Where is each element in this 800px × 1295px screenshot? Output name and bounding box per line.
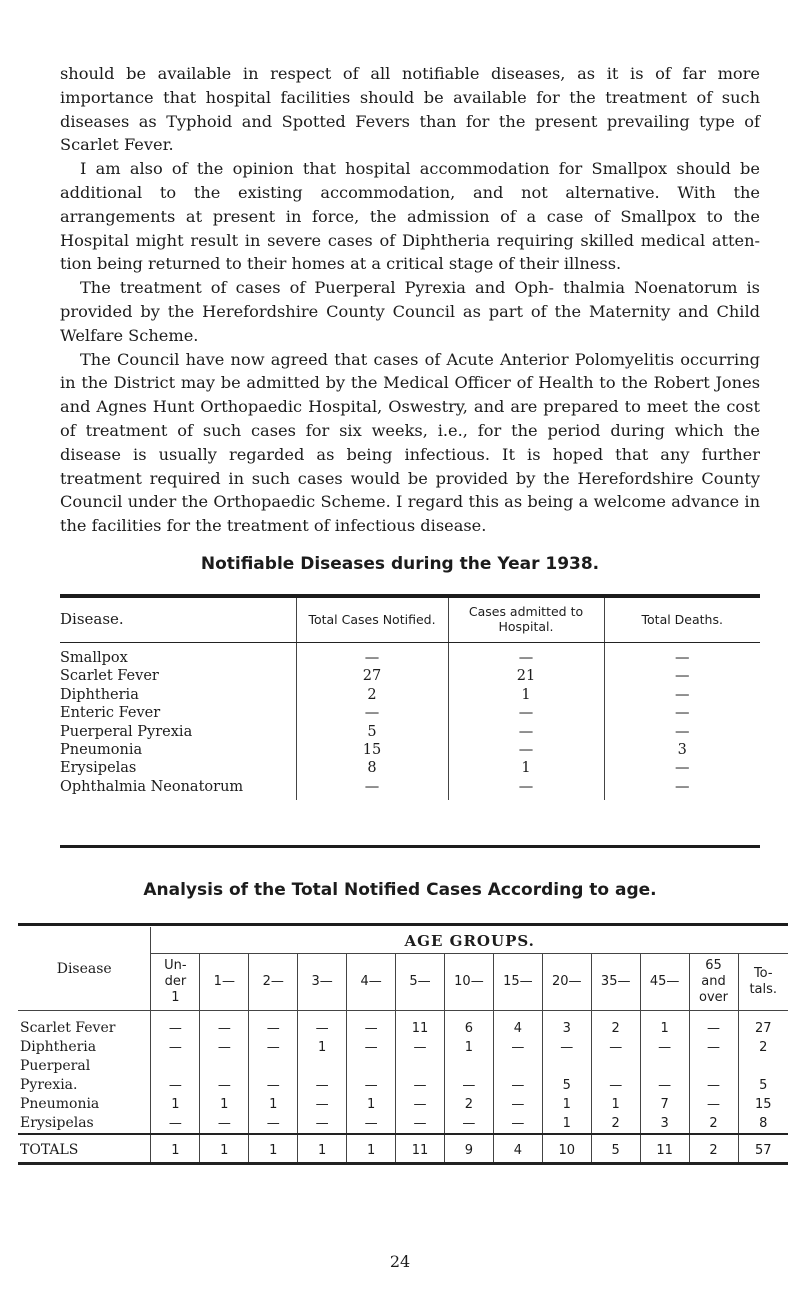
t1-disease-name: Ophthalmia Neonatorum bbox=[60, 778, 244, 795]
t1-cell: — bbox=[448, 741, 604, 759]
paragraph-2: I am also of the opinion that hospital accommodation for Smallpox should be additional to the existing accommodation, and not alternative. With the arrangements at present in force, the admission of a case of Smallpox to the Hospital might result in severe cases of Diphtheria requiring skilled medical atten- tion being returned to their homes at a critical stage of their illness. bbox=[60, 159, 760, 274]
t2-total-cell: 5 bbox=[591, 1134, 640, 1164]
t1-cell: — bbox=[604, 723, 760, 741]
t1-disease-name: Scarlet Fever bbox=[60, 668, 159, 685]
t1-cell: — bbox=[296, 778, 448, 796]
t2-cell: 15 bbox=[738, 1095, 788, 1114]
t2-cell: — bbox=[640, 1076, 689, 1095]
t2-spacer-cell bbox=[18, 1011, 151, 1020]
t2-age-header-line: 3— bbox=[311, 974, 333, 989]
t2-cell: — bbox=[689, 1076, 738, 1095]
t2-cell: — bbox=[640, 1038, 689, 1057]
t2-age-header bbox=[347, 954, 396, 1011]
t2-spacer-row bbox=[18, 1011, 788, 1020]
t2-disease-name: Puerperal bbox=[20, 1058, 91, 1074]
t2-cell: — bbox=[347, 1114, 396, 1134]
t2-cell bbox=[689, 1057, 738, 1076]
t2-age-header bbox=[444, 954, 493, 1011]
t1-cell: 8 bbox=[296, 759, 448, 777]
t2-cell bbox=[396, 1057, 445, 1076]
t2-total-cell: 57 bbox=[738, 1134, 788, 1164]
t2-cell: — bbox=[249, 1019, 298, 1038]
t2-row bbox=[18, 1114, 788, 1134]
t2-total-cell: 11 bbox=[396, 1134, 445, 1164]
t1-disease-name: Pneumonia bbox=[60, 742, 143, 759]
t1-cell: 1 bbox=[448, 759, 604, 777]
t2-cell: — bbox=[396, 1114, 445, 1134]
t2-age-header-line: 45— bbox=[649, 974, 680, 989]
t2-cell: 2 bbox=[591, 1114, 640, 1134]
t2-total-cell: 11 bbox=[640, 1134, 689, 1164]
t2-cell bbox=[542, 1057, 591, 1076]
t1-disease-name: Enteric Fever bbox=[60, 705, 161, 722]
t2-cell: 6 bbox=[444, 1019, 493, 1038]
t2-cell: — bbox=[200, 1076, 249, 1095]
notifiable-diseases-table bbox=[60, 598, 760, 800]
t1-cell: — bbox=[604, 667, 760, 685]
t1-header-admitted: Cases admitted to Hospital. bbox=[448, 598, 604, 643]
t1-cell: 3 bbox=[604, 741, 760, 759]
t2-cell bbox=[591, 1057, 640, 1076]
t1-cell: 2 bbox=[296, 686, 448, 704]
t1-cell: 15 bbox=[296, 741, 448, 759]
t1-row bbox=[60, 778, 760, 796]
body-text bbox=[60, 62, 760, 538]
t2-row bbox=[18, 1019, 788, 1038]
t1-cell: — bbox=[448, 704, 604, 722]
t1-cell: 5 bbox=[296, 723, 448, 741]
t2-cell: — bbox=[151, 1114, 200, 1134]
t2-total-cell: 1 bbox=[249, 1134, 298, 1164]
t2-cell: — bbox=[200, 1019, 249, 1038]
t2-cell: 2 bbox=[689, 1114, 738, 1134]
t2-cell: — bbox=[444, 1076, 493, 1095]
t2-cell: — bbox=[396, 1076, 445, 1095]
t2-spacer-cell bbox=[493, 1011, 542, 1020]
t2-cell: — bbox=[200, 1114, 249, 1134]
t2-cell bbox=[493, 1057, 542, 1076]
t1-cell: — bbox=[296, 643, 448, 668]
t2-cell: 1 bbox=[347, 1095, 396, 1114]
paragraph-3: The treatment of cases of Puerperal Pyrexia and Oph- thalmia Noenatorum is provided by the Herefordshire County Council as part of the Maternity and Child Welfare Scheme. bbox=[60, 278, 760, 345]
t2-age-header bbox=[298, 954, 347, 1011]
t2-cell: — bbox=[689, 1095, 738, 1114]
t2-total-cell: 1 bbox=[151, 1134, 200, 1164]
t2-age-header-line: 5— bbox=[409, 974, 431, 989]
t2-age-header bbox=[689, 954, 738, 1011]
paragraph-4: The Council have now agreed that cases of Acute Anterior Polomyelitis occurring in the District may be admitted by the Medical Officer of Health to the Robert Jones and Agnes Hunt Orthopaedic Hospital, Oswestry, and are prepared to meet the cost of treatment of such cases for six weeks, i.e., for the period during which the disease is usually regarded as being infectious. It is hoped that any further treatment required in such cases would be provided by the Herefordshire County Council under the Orthopaedic Scheme. I regard this as being a welcome advance in the facilities for the treatment of infectious disease. bbox=[60, 349, 760, 536]
t2-cell: — bbox=[689, 1019, 738, 1038]
t2-age-header bbox=[151, 954, 200, 1011]
t2-age-header bbox=[640, 954, 689, 1011]
t2-disease-name: Diphtheria bbox=[20, 1039, 97, 1055]
t2-age-header-line: Un- bbox=[164, 958, 187, 973]
t2-age-header-line: 35— bbox=[600, 974, 631, 989]
t1-spacer-cell bbox=[448, 796, 604, 800]
t2-age-header bbox=[249, 954, 298, 1011]
t2-cell: 8 bbox=[738, 1114, 788, 1134]
t2-cell: 1 bbox=[151, 1095, 200, 1114]
t2-cell: — bbox=[591, 1076, 640, 1095]
t2-cell: 2 bbox=[738, 1038, 788, 1057]
t2-age-header-line: and bbox=[701, 974, 726, 989]
t2-total-cell: 4 bbox=[493, 1134, 542, 1164]
t2-cell: — bbox=[249, 1076, 298, 1095]
t2-spacer-cell bbox=[151, 1011, 200, 1020]
t2-cell: — bbox=[347, 1038, 396, 1057]
t2-cell: 1 bbox=[640, 1019, 689, 1038]
table1-title: Notifiable Diseases during the Year 1938. bbox=[200, 554, 600, 574]
age-groups-table bbox=[18, 927, 788, 1165]
t2-age-header-line: 2— bbox=[262, 974, 284, 989]
t2-cell: 27 bbox=[738, 1019, 788, 1038]
t2-cell: 1 bbox=[542, 1114, 591, 1134]
t1-cell: 21 bbox=[448, 667, 604, 685]
t1-cell: — bbox=[448, 723, 604, 741]
t1-cell: — bbox=[604, 704, 760, 722]
t2-age-header-line: 15— bbox=[503, 974, 533, 989]
paragraph-1: should be available in respect of all notifiable diseases, as it is of far more importance that hospital facilities should be available for the treatment of such diseases as Typhoid and Spotted Fevers than for the present prevailing type of Scarlet Fever. bbox=[60, 64, 760, 155]
page-number: 24 bbox=[389, 1252, 411, 1271]
t2-cell: 1 bbox=[298, 1038, 347, 1057]
t2-cell: — bbox=[591, 1038, 640, 1057]
table2-title: Analysis of the Total Notified Cases According to age. bbox=[143, 880, 657, 900]
t2-cell: — bbox=[542, 1038, 591, 1057]
t2-spacer-cell bbox=[444, 1011, 493, 1020]
t2-disease-name: Pyrexia. bbox=[20, 1077, 78, 1093]
t2-cell: 1 bbox=[200, 1095, 249, 1114]
t2-cell: — bbox=[396, 1095, 445, 1114]
t2-cell: — bbox=[493, 1095, 542, 1114]
t2-cell: 5 bbox=[738, 1076, 788, 1095]
t2-cell: 11 bbox=[396, 1019, 445, 1038]
t1-cell: — bbox=[296, 704, 448, 722]
t1-disease-name: Puerperal Pyrexia bbox=[60, 723, 193, 740]
t1-cell: — bbox=[604, 778, 760, 796]
t2-age-header-line: 4— bbox=[360, 974, 382, 989]
t2-row bbox=[18, 1038, 788, 1057]
t2-cell: — bbox=[298, 1076, 347, 1095]
t2-row bbox=[18, 1057, 788, 1076]
t1-cell: — bbox=[604, 643, 760, 668]
table2-top-rule bbox=[18, 923, 788, 926]
t2-cell bbox=[298, 1057, 347, 1076]
t2-cell bbox=[347, 1057, 396, 1076]
t2-cell: — bbox=[249, 1038, 298, 1057]
t1-disease-name: Diphtheria bbox=[60, 686, 139, 703]
t2-spacer-cell bbox=[347, 1011, 396, 1020]
t1-cell: — bbox=[448, 643, 604, 668]
t1-row bbox=[60, 686, 760, 704]
t1-cell: — bbox=[604, 686, 760, 704]
t2-cell: — bbox=[493, 1076, 542, 1095]
t2-total-cell: 2 bbox=[689, 1134, 738, 1164]
t2-row bbox=[18, 1095, 788, 1114]
t2-disease-name: Pneumonia bbox=[20, 1096, 100, 1112]
t2-row bbox=[18, 1076, 788, 1095]
t2-age-header-line: 1— bbox=[213, 974, 235, 989]
t2-spacer-cell bbox=[591, 1011, 640, 1020]
t2-spacer-cell bbox=[200, 1011, 249, 1020]
t2-age-header-line: To- bbox=[753, 966, 773, 981]
t2-cell: — bbox=[444, 1114, 493, 1134]
t2-cell: 1 bbox=[444, 1038, 493, 1057]
t2-cell: 1 bbox=[249, 1095, 298, 1114]
t1-row bbox=[60, 643, 760, 668]
t1-cell: 1 bbox=[448, 686, 604, 704]
t2-age-header-line: der bbox=[164, 974, 187, 989]
t2-cell: 3 bbox=[542, 1019, 591, 1038]
t2-spacer-cell bbox=[640, 1011, 689, 1020]
t2-age-header bbox=[493, 954, 542, 1011]
t2-cell: — bbox=[249, 1114, 298, 1134]
t2-age-header bbox=[200, 954, 249, 1011]
t2-spacer-cell bbox=[689, 1011, 738, 1020]
t1-row bbox=[60, 704, 760, 722]
t2-disease-name: Scarlet Fever bbox=[20, 1020, 116, 1036]
t2-total-cell: 1 bbox=[347, 1134, 396, 1164]
t2-total-cell: 1 bbox=[200, 1134, 249, 1164]
t1-cell: — bbox=[448, 778, 604, 796]
t2-cell: — bbox=[298, 1019, 347, 1038]
t2-spacer-cell bbox=[542, 1011, 591, 1020]
t2-spacer-cell bbox=[738, 1011, 788, 1020]
t2-totals-label: TOTALS bbox=[18, 1134, 151, 1164]
t2-cell: 2 bbox=[444, 1095, 493, 1114]
t2-age-header bbox=[542, 954, 591, 1011]
t2-cell: — bbox=[347, 1076, 396, 1095]
t1-spacer-row bbox=[60, 796, 760, 800]
t2-cell: — bbox=[151, 1038, 200, 1057]
t2-cell: 4 bbox=[493, 1019, 542, 1038]
t2-cell: 7 bbox=[640, 1095, 689, 1114]
t2-cell: — bbox=[151, 1019, 200, 1038]
t2-age-header-line: 10— bbox=[454, 974, 484, 989]
t2-cell bbox=[200, 1057, 249, 1076]
t2-age-header-line: tals. bbox=[749, 982, 778, 997]
t2-header-disease: Disease bbox=[18, 927, 151, 1011]
table1-bottom-rule bbox=[60, 845, 760, 848]
t2-header-age-groups: AGE GROUPS. bbox=[151, 927, 788, 954]
t2-spacer-cell bbox=[249, 1011, 298, 1020]
t1-header-deaths: Total Deaths. bbox=[604, 598, 760, 643]
t1-row bbox=[60, 759, 760, 777]
t2-cell: — bbox=[493, 1114, 542, 1134]
t2-cell: — bbox=[689, 1038, 738, 1057]
t1-header-disease: Disease. bbox=[60, 598, 296, 643]
t2-cell bbox=[640, 1057, 689, 1076]
t1-disease-name: Erysipelas bbox=[60, 760, 137, 777]
t1-disease-name: Smallpox bbox=[60, 650, 128, 666]
t2-cell: — bbox=[200, 1038, 249, 1057]
t2-cell bbox=[738, 1057, 788, 1076]
t2-cell: — bbox=[151, 1076, 200, 1095]
t2-age-header bbox=[396, 954, 445, 1011]
t2-age-header-line: 20— bbox=[552, 974, 582, 989]
t2-spacer-cell bbox=[396, 1011, 445, 1020]
t2-disease-name: Erysipelas bbox=[20, 1115, 94, 1131]
t2-age-header-line: 65 bbox=[705, 958, 722, 973]
t2-age-header bbox=[591, 954, 640, 1011]
t2-cell: — bbox=[347, 1019, 396, 1038]
t2-cell bbox=[249, 1057, 298, 1076]
t2-cell: 5 bbox=[542, 1076, 591, 1095]
t2-spacer-cell bbox=[298, 1011, 347, 1020]
t1-header-notified: Total Cases Notified. bbox=[296, 598, 448, 643]
t2-total-cell: 10 bbox=[542, 1134, 591, 1164]
t2-totals-row bbox=[18, 1134, 788, 1164]
t1-row bbox=[60, 741, 760, 759]
t2-cell: — bbox=[298, 1114, 347, 1134]
t2-cell: 3 bbox=[640, 1114, 689, 1134]
t2-total-cell: 9 bbox=[444, 1134, 493, 1164]
t1-cell: 27 bbox=[296, 667, 448, 685]
t1-spacer-cell bbox=[604, 796, 760, 800]
t1-cell: — bbox=[604, 759, 760, 777]
t1-row bbox=[60, 667, 760, 685]
t2-cell: 2 bbox=[591, 1019, 640, 1038]
t1-row bbox=[60, 723, 760, 741]
t2-cell: 1 bbox=[591, 1095, 640, 1114]
t1-spacer-cell bbox=[296, 796, 448, 800]
t2-age-header-line: 1 bbox=[171, 990, 180, 1005]
t2-age-header bbox=[738, 954, 788, 1011]
t2-total-cell: 1 bbox=[298, 1134, 347, 1164]
t2-cell: — bbox=[298, 1095, 347, 1114]
t2-cell: 1 bbox=[542, 1095, 591, 1114]
t2-age-header-line: over bbox=[699, 990, 729, 1005]
t2-cell: — bbox=[493, 1038, 542, 1057]
t1-spacer-cell bbox=[60, 796, 296, 800]
t2-cell: — bbox=[396, 1038, 445, 1057]
t2-cell bbox=[444, 1057, 493, 1076]
t2-cell bbox=[151, 1057, 200, 1076]
